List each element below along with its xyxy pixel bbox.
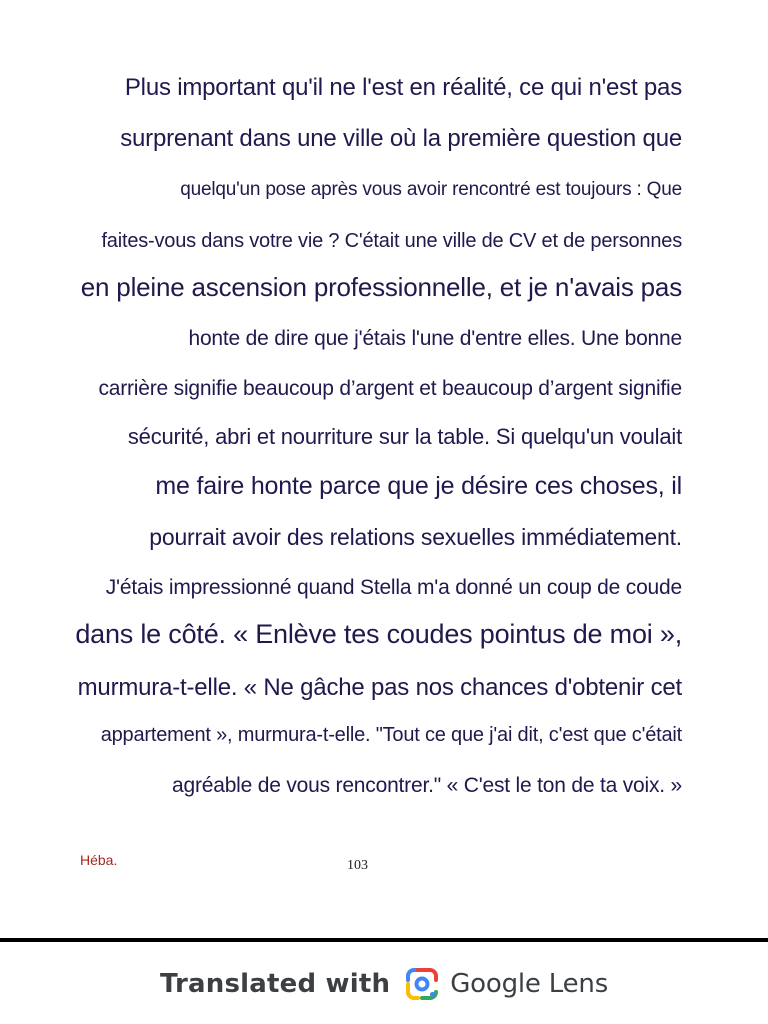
text-line: honte de dire que j'étais l'une d'entre elles. Une bonne bbox=[188, 327, 682, 350]
text-line: murmura-t-elle. « Ne gâche pas nos chances d'obtenir cet bbox=[77, 674, 682, 701]
text-line: me faire honte parce que je désire ces choses, il bbox=[155, 472, 682, 500]
text-line: dans le côté. « Enlève tes coudes pointus de moi », bbox=[75, 619, 682, 649]
text-line: faites-vous dans votre vie ? C'était une ville de CV et de personnes bbox=[101, 230, 682, 252]
translation-credit bbox=[0, 966, 768, 1002]
author-signature: Héba. bbox=[80, 852, 118, 868]
text-line: agréable de vous rencontrer." « C'est le ton de ta voix. » bbox=[171, 774, 682, 797]
google-lens-icon bbox=[404, 966, 440, 1002]
text-line: sécurité, abri et nourriture sur la table. Si quelqu'un voulait bbox=[127, 424, 682, 449]
text-line: carrière signifie beaucoup d’argent et beaucoup d’argent signifie bbox=[98, 377, 682, 400]
text-line: surprenant dans une ville où la première question que bbox=[120, 125, 682, 152]
text-line: en pleine ascension professionnelle, et je n'avais pas bbox=[80, 272, 682, 302]
translation-footer bbox=[0, 942, 768, 1024]
translated-with-label: Translated with bbox=[159, 969, 391, 999]
text-line: pourrait avoir des relations sexuelles immédiatement. bbox=[149, 524, 682, 550]
page-number: 103 bbox=[347, 858, 368, 873]
text-line: appartement », murmura-t-elle. "Tout ce que j'ai dit, c'est que c'était bbox=[100, 724, 682, 746]
text-line: quelqu'un pose après vous avoir rencontré est toujours : Que bbox=[180, 179, 682, 200]
google-lens-label: Google Lens bbox=[450, 969, 609, 999]
text-line: J'étais impressionné quand Stella m'a donné un coup de coude bbox=[105, 576, 682, 599]
text-line: Plus important qu'il ne l'est en réalité, ce qui n'est pas bbox=[124, 74, 682, 101]
